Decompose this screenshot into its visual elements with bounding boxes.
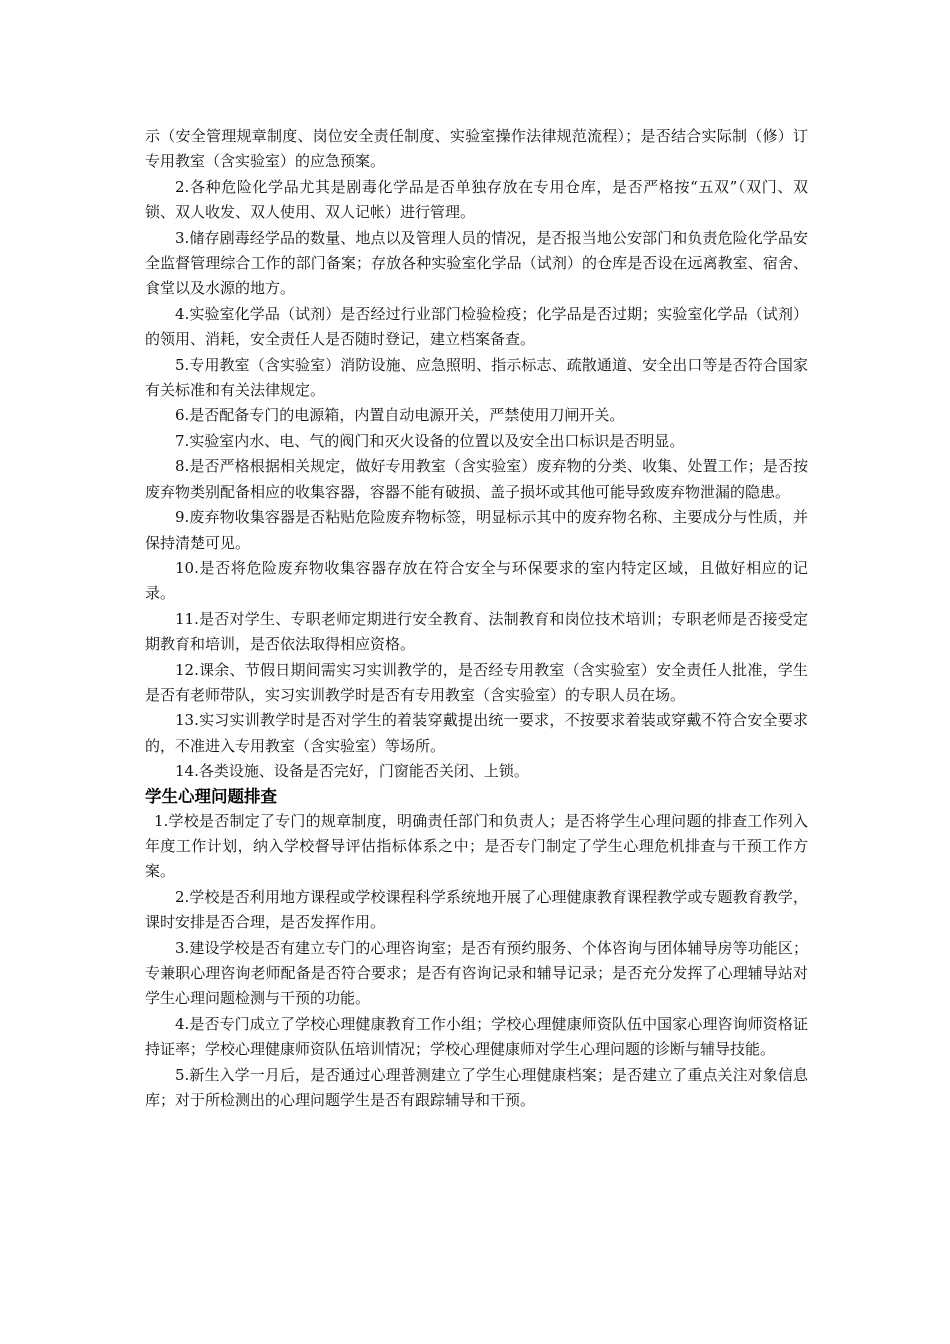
psych-item-1: 1.学校是否制定了专门的规章制度，明确责任部门和负责人；是否将学生心理问题的排查工作列入年度工作计划，纳入学校督导评估指标体系之中；是否专门制定了学生心理危机排查与干预工作方案。: [145, 811, 808, 881]
paragraph-item-9: 9.废弃物收集容器是否粘贴危险废弃物标签，明显标示其中的废弃物名称、主要成分与性质，并保持清楚可见。: [145, 508, 808, 552]
psych-item-2: 2.学校是否利用地方课程或学校课程科学系统地开展了心理健康教育课程教学或专题教育教学，课时安排是否合理，是否发挥作用。: [145, 887, 808, 932]
psych-item-3: 3.建设学校是否有建立专门的心理咨询室；是否有预约服务、个体咨询与团体辅导房等功能区；专兼职心理咨询老师配备是否符合要求；是否有咨询记录和辅导记录；是否充分发挥了心理辅导站对学生心理问题检测与干预的功能。: [145, 938, 808, 1008]
paragraph-item-10: 10.是否将危险废弃物收集容器存放在符合安全与环保要求的室内特定区域，且做好相应的记录。: [145, 558, 808, 603]
paragraph-item-2: 2.各种危险化学品尤其是剧毒化学品是否单独存放在专用仓库，是否严格按“五双”（双门、双锁、双人收发、双人使用、双人记帐）进行管理。: [145, 177, 808, 222]
paragraph-continuation: 示（安全管理规章制度、岗位安全责任制度、实验室操作法律规范流程）；是否结合实际制（修）订专用教室（含实验室）的应急预案。: [145, 127, 808, 171]
paragraph-item-7: 7.实验室内水、电、气的阀门和灭火设备的位置以及安全出口标识是否明显。: [175, 431, 685, 450]
paragraph-item-4: 4.实验室化学品（试剂）是否经过行业部门检验检疫；化学品是否过期；实验室化学品（试剂）的领用、消耗，安全责任人是否随时登记，建立档案备查。: [145, 304, 808, 349]
paragraph-item-14: 14.各类设施、设备是否完好，门窗能否关闭、上锁。: [175, 762, 529, 781]
paragraph-item-3: 3.储存剧毒经学品的数量、地点以及管理人员的情况，是否报当地公安部门和负责危险化学品安全监督管理综合工作的部门备案；存放各种实验室化学品（试剂）的仓库是否设在远离教室、宿舍、食堂以及水源的地方。: [145, 228, 808, 298]
paragraph-item-13: 13.实习实训教学时是否对学生的着装穿戴提出统一要求，不按要求着装或穿戴不符合安全要求的，不准进入专用教室（含实验室）等场所。: [145, 711, 808, 755]
document-page: [145, 124, 808, 1113]
paragraph-item-12: 12.课余、节假日期间需实习实训教学的，是否经专用教室（含实验室）安全责任人批准，学生是否有老师带队，实习实训教学时是否有专用教室（含实验室）的专职人员在场。: [145, 660, 808, 704]
paragraph-item-11: 11.是否对学生、专职老师定期进行安全教育、法制教育和岗位技术培训；专职老师是否接受定期教育和培训，是否依法取得相应资格。: [145, 609, 808, 654]
paragraph-item-6: 6.是否配备专门的电源箱，内置自动电源开关，严禁使用刀闸开关。: [175, 406, 625, 425]
psych-item-4: 4.是否专门成立了学校心理健康教育工作小组；学校心理健康师资队伍中国家心理咨询师资格证持证率；学校心理健康师资队伍培训情况；学校心理健康师对学生心理问题的诊断与辅导技能。: [145, 1014, 808, 1059]
paragraph-item-8: 8.是否严格根据相关规定，做好专用教室（含实验室）废弃物的分类、收集、处置工作；是否按废弃物类别配备相应的收集容器，容器不能有破损、盖子损坏或其他可能导致废弃物泄漏的隐患。: [145, 457, 808, 501]
section-heading: 学生心理问题排查: [145, 786, 277, 806]
psych-item-5: 5.新生入学一月后，是否通过心理普测建立了学生心理健康档案；是否建立了重点关注对象信息库；对于所检测出的心理问题学生是否有跟踪辅导和干预。: [145, 1065, 808, 1110]
paragraph-item-5: 5.专用教室（含实验室）消防设施、应急照明、指示标志、疏散通道、安全出口等是否符合国家有关标准和有关法律规定。: [145, 355, 808, 400]
